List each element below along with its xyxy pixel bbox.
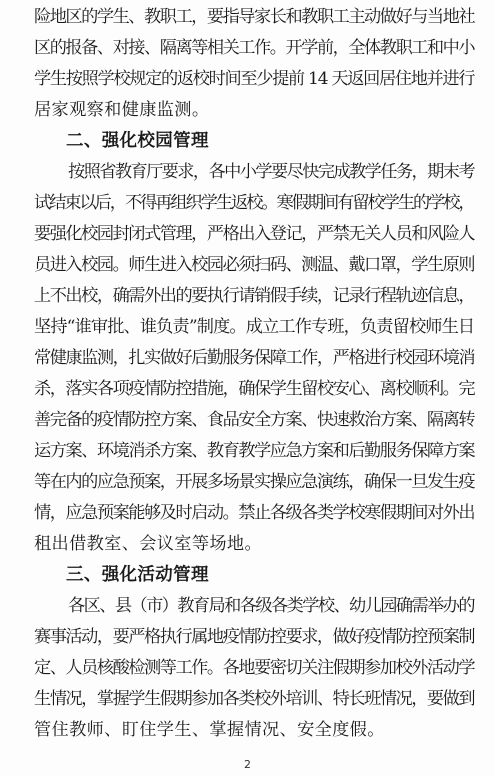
paragraph-line: 管住教师、盯住学生、掌握情况、安全度假。: [34, 720, 385, 740]
section-heading: 二、强化校园管理: [66, 131, 209, 151]
page-number: 2: [244, 758, 251, 771]
paragraph-line: 运方案、环境消杀方案、教育教学应急方案和后勤服务保障方案: [34, 441, 475, 461]
paragraph-line: 赛事活动，要严格执行属地疫情防控要求，做好疫情防控预案制: [34, 627, 475, 647]
paragraph-line: 险地区的学生、教职工，要指导家长和教职工主动做好与当地社: [34, 7, 475, 27]
paragraph-line: 常健康监测，扎实做好后勤服务保障工作，严格进行校园环境消: [34, 348, 475, 368]
paragraph-line: 杀，落实各项疫情防控措施，确保学生留校安心、离校顺利。完: [34, 379, 475, 399]
paragraph-line: 善完备的疫情防控方案、食品安全方案、快速救治方案、隔离转: [34, 410, 475, 430]
section-heading: 三、强化活动管理: [66, 565, 209, 585]
paragraph-line: 上不出校，确需外出的要执行请销假手续，记录行程轨迹信息，: [34, 286, 475, 306]
paragraph-line: 要强化校园封闭式管理，严格出入登记，严禁无关人员和风险人: [34, 224, 475, 244]
paragraph-line: 居家观察和健康监测。: [34, 100, 210, 120]
paragraph-line: 区的报备、对接、隔离等相关工作。开学前，全体教职工和中小: [34, 38, 475, 58]
paragraph-line: 员进入校园。师生进入校园必须扫码、测温、戴口罩，学生原则: [34, 255, 475, 275]
paragraph-line: 情，应急预案能够及时启动。禁止各级各类学校寒假期间对外出: [34, 503, 475, 523]
paragraph-line: 定、人员核酸检测等工作。各地要密切关注假期参加校外活动学: [34, 658, 475, 678]
paragraph-line: 学生按照学校规定的返校时间至少提前 14 天返回居住地并进行: [34, 69, 475, 89]
paragraph-line: 按照省教育厅要求，各中小学要尽快完成教学任务，期末考: [68, 162, 474, 182]
paragraph-line: 等在内的应急预案，开展多场景实操应急演练，确保一旦发生疫: [34, 472, 475, 492]
paragraph-line: 坚持“谁审批、谁负责”制度。成立工作专班，负责留校师生日: [34, 317, 475, 337]
paragraph-line: 各区、县（市）教育局和各级各类学校、幼儿园确需举办的: [68, 596, 474, 616]
paragraph-line: 生情况，掌握学生假期参加各类校外培训、特长班情况，要做到: [34, 689, 475, 709]
paragraph-line: 试结束以后，不得再组织学生返校。寒假期间有留校学生的学校，: [34, 193, 474, 213]
paragraph-line: 租出借教室、会议室等场地。: [34, 534, 262, 554]
